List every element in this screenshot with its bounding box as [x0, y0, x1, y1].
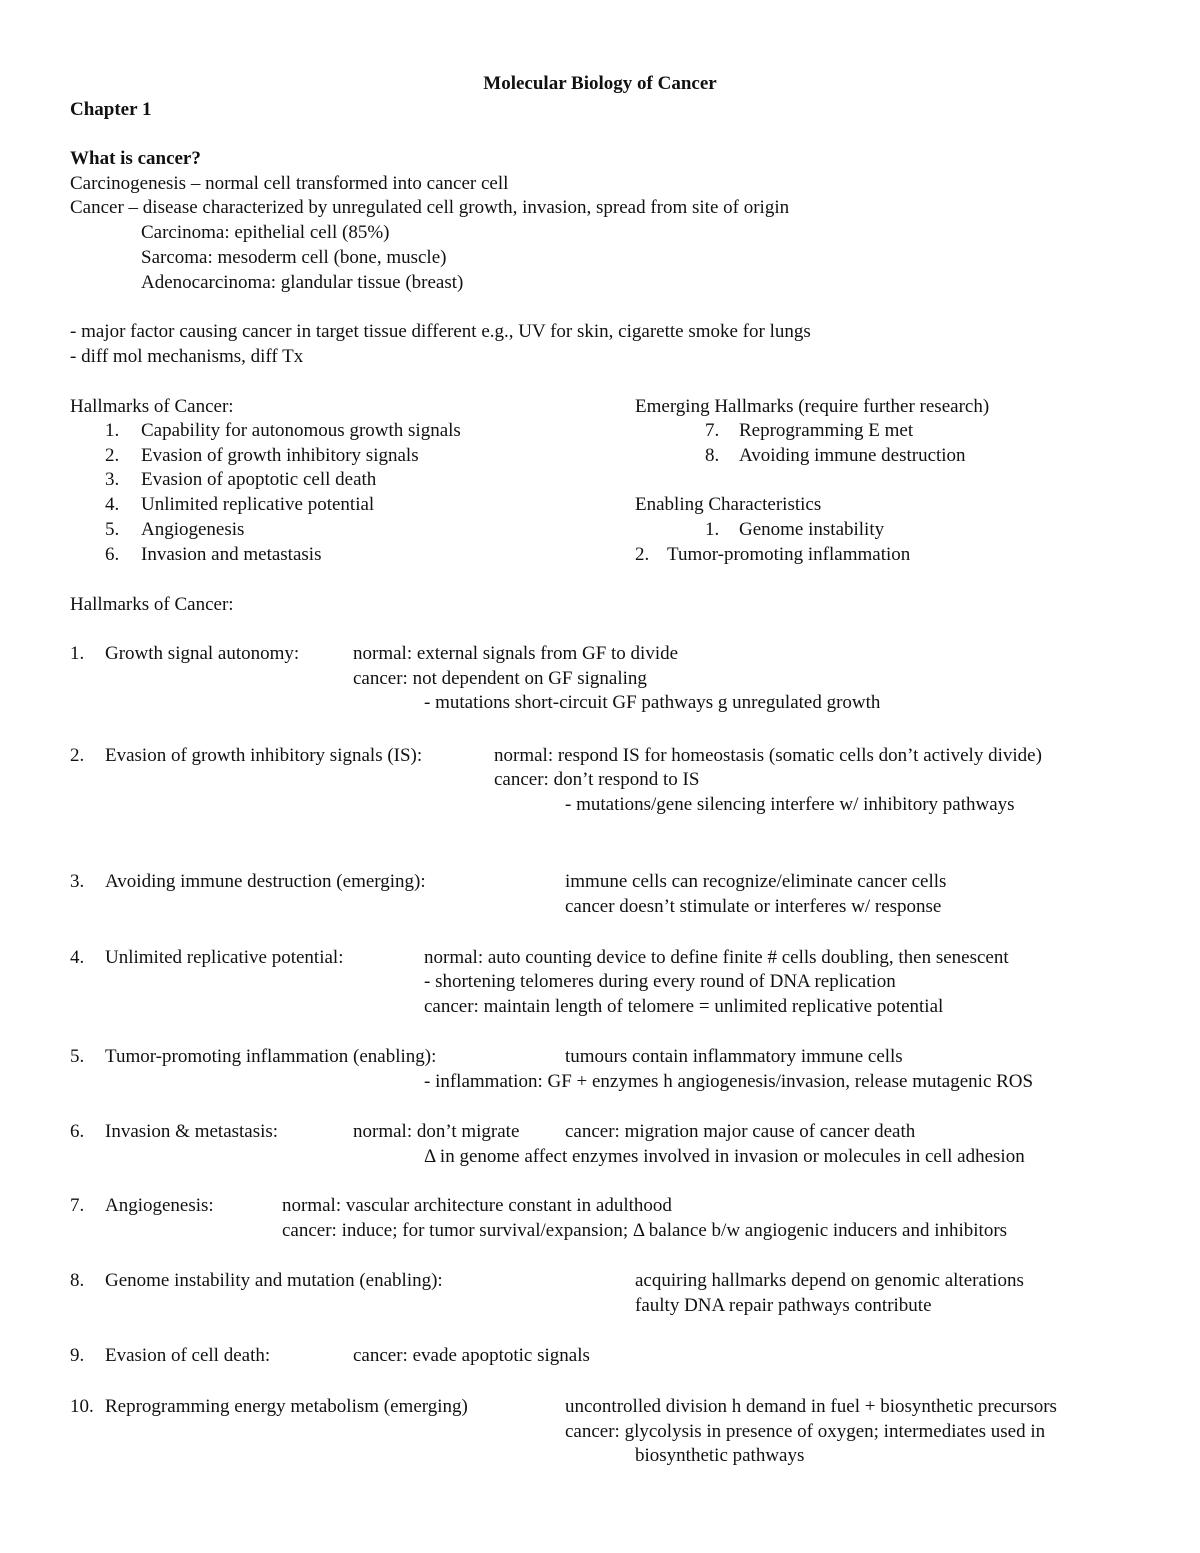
detail-number: 8. — [70, 1270, 85, 1291]
detail-line: normal: respond IS for homeostasis (somatic cells don’t actively divide) — [494, 745, 1042, 766]
list-item-number: 5. — [105, 519, 120, 540]
detail-label: Invasion & metastasis: — [105, 1121, 279, 1142]
detail-line: - shortening telomeres during every round of DNA replication — [424, 971, 896, 992]
cancer-type-sarcoma: Sarcoma: mesoderm cell (bone, muscle) — [141, 247, 447, 268]
detail-number: 9. — [70, 1345, 85, 1366]
list-item-number: 4. — [105, 494, 120, 515]
detail-line: immune cells can recognize/eliminate cancer cells — [565, 871, 947, 892]
definition-carcinogenesis: Carcinogenesis – normal cell transformed into cancer cell — [70, 173, 509, 194]
detail-line: cancer: evade apoptotic signals — [353, 1345, 590, 1366]
enabling-characteristics-heading: Enabling Characteristics — [635, 494, 822, 515]
cancer-type-carcinoma: Carcinoma: epithelial cell (85%) — [141, 222, 390, 243]
detail-line: - inflammation: GF + enzymes h angiogenesis/invasion, release mutagenic ROS — [424, 1071, 1034, 1092]
detail-number: 6. — [70, 1121, 85, 1142]
detail-line: normal: external signals from GF to divide — [353, 643, 679, 664]
note-major-factor: - major factor causing cancer in target tissue different e.g., UV for skin, cigarette smoke for lungs — [70, 321, 811, 342]
detail-number: 5. — [70, 1046, 85, 1067]
hallmarks-list-heading: Hallmarks of Cancer: — [70, 396, 234, 417]
list-item: Evasion of growth inhibitory signals — [141, 445, 419, 466]
detail-line: normal: vascular architecture constant in adulthood — [282, 1195, 672, 1216]
detail-number: 7. — [70, 1195, 85, 1216]
list-item-number: 1. — [105, 420, 120, 441]
list-item: Unlimited replicative potential — [141, 494, 375, 515]
detail-section-heading: Hallmarks of Cancer: — [70, 594, 234, 615]
cancer-type-adenocarcinoma: Adenocarcinoma: glandular tissue (breast) — [141, 272, 464, 293]
detail-label: Evasion of growth inhibitory signals (IS): — [105, 745, 423, 766]
detail-line: tumours contain inflammatory immune cells — [565, 1046, 903, 1067]
detail-line: cancer: induce; for tumor survival/expansion; Δ balance b/w angiogenic inducers and inhibitors — [282, 1220, 1008, 1241]
list-item: Tumor-promoting inflammation — [667, 544, 911, 565]
detail-number: 3. — [70, 871, 85, 892]
detail-label: Reprogramming energy metabolism (emerging) — [105, 1396, 468, 1417]
detail-label: Growth signal autonomy: — [105, 643, 300, 664]
detail-label: Angiogenesis: — [105, 1195, 214, 1216]
detail-line: uncontrolled division h demand in fuel + biosynthetic precursors — [565, 1396, 1057, 1417]
list-item: Avoiding immune destruction — [739, 445, 966, 466]
note-mechanisms: - diff mol mechanisms, diff Tx — [70, 346, 304, 367]
detail-line: - mutations/gene silencing interfere w/ inhibitory pathways — [565, 794, 1015, 815]
section-heading-what-is-cancer: What is cancer? — [70, 148, 201, 169]
chapter-heading: Chapter 1 — [70, 99, 152, 120]
detail-line: cancer: maintain length of telomere = unlimited replicative potential — [424, 996, 944, 1017]
list-item: Invasion and metastasis — [141, 544, 322, 565]
detail-label: Unlimited replicative potential: — [105, 947, 344, 968]
detail-line: cancer doesn’t stimulate or interferes w/ response — [565, 896, 942, 917]
detail-line: cancer: glycolysis in presence of oxygen; intermediates used in — [565, 1421, 1046, 1442]
detail-line: acquiring hallmarks depend on genomic alterations — [635, 1270, 1024, 1291]
detail-line: Δ in genome affect enzymes involved in invasion or molecules in cell adhesion — [424, 1146, 1025, 1167]
detail-label: Genome instability and mutation (enabling): — [105, 1270, 443, 1291]
detail-label: Evasion of cell death: — [105, 1345, 271, 1366]
list-item-number: 2. — [635, 544, 650, 565]
detail-label: Avoiding immune destruction (emerging): — [105, 871, 426, 892]
list-item-number: 3. — [105, 469, 120, 490]
detail-number: 2. — [70, 745, 85, 766]
document-title: Molecular Biology of Cancer — [483, 73, 717, 94]
list-item: Angiogenesis — [141, 519, 245, 540]
definition-cancer: Cancer – disease characterized by unregulated cell growth, invasion, spread from site of origin — [70, 197, 790, 218]
detail-line: normal: auto counting device to define finite # cells doubling, then senescent — [424, 947, 1009, 968]
list-item-number: 1. — [705, 519, 720, 540]
emerging-hallmarks-heading: Emerging Hallmarks (require further research) — [635, 396, 990, 417]
detail-line: biosynthetic pathways — [635, 1445, 805, 1466]
detail-line: - mutations short-circuit GF pathways g unregulated growth — [424, 692, 881, 713]
detail-line: cancer: not dependent on GF signaling — [353, 668, 647, 689]
detail-line: cancer: migration major cause of cancer death — [565, 1121, 916, 1142]
list-item: Reprogramming E met — [739, 420, 914, 441]
list-item-number: 2. — [105, 445, 120, 466]
list-item-number: 8. — [705, 445, 720, 466]
detail-number: 1. — [70, 643, 85, 664]
list-item: Capability for autonomous growth signals — [141, 420, 461, 441]
list-item: Evasion of apoptotic cell death — [141, 469, 377, 490]
detail-label: Tumor-promoting inflammation (enabling): — [105, 1046, 437, 1067]
detail-line: faulty DNA repair pathways contribute — [635, 1295, 932, 1316]
detail-line: normal: don’t migrate — [353, 1121, 520, 1142]
list-item: Genome instability — [739, 519, 885, 540]
detail-line: cancer: don’t respond to IS — [494, 769, 700, 790]
list-item-number: 6. — [105, 544, 120, 565]
detail-number: 4. — [70, 947, 85, 968]
detail-number: 10. — [70, 1396, 94, 1417]
list-item-number: 7. — [705, 420, 720, 441]
